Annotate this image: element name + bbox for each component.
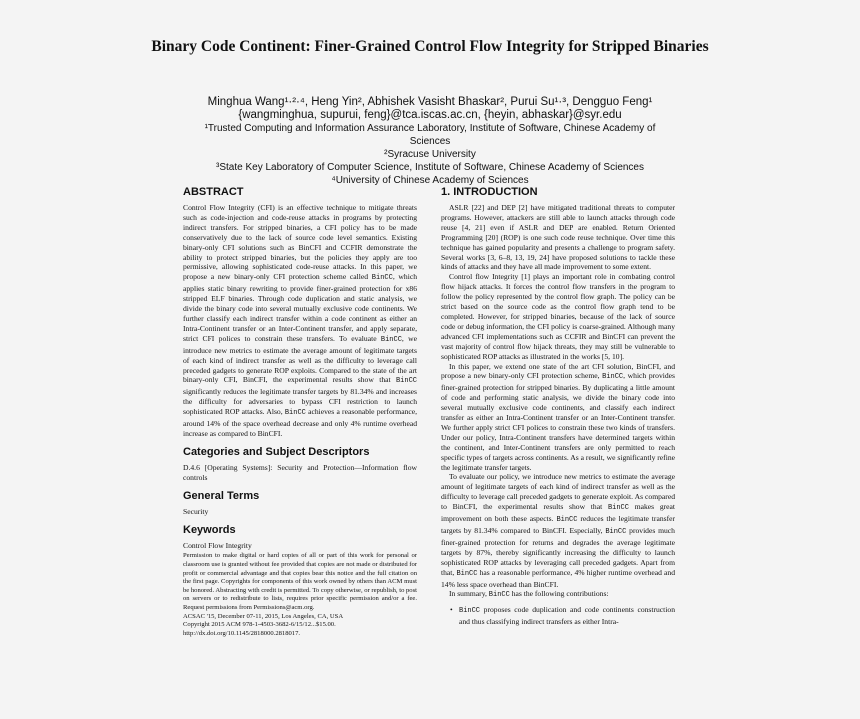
affiliation-2: ²Syracuse University (384, 149, 476, 160)
general-terms-heading: General Terms (183, 489, 260, 502)
keywords-heading: Keywords (183, 523, 236, 536)
intro-paragraph-5: In summary, BinCC has the following contributions: (449, 589, 609, 600)
general-terms-text: Security (183, 506, 209, 516)
permission-notice: Permission to make digital or hard copies of all or part of this work for personal or classroom use is granted without fee provided that copies are not made or distributed for profit or commercial advantage and that copies bear this notice and the full citation on the first page. Copyrights for components of this work owned by others than ACM must be honored. Abstracting with credit is permitted. To copy otherwise, or republish, to post on servers or to redistribute to lists, requires prior specific permission and/or a fee. Request permissions from Permissions@acm.org. (183, 552, 417, 612)
left-column (183, 186, 417, 638)
categories-heading: Categories and Subject Descriptors (183, 445, 370, 458)
author-block (120, 96, 740, 187)
author-names: Minghua Wang¹·²·⁴, Heng Yin², Abhishek Vasisht Bhaskar², Purui Su¹·³, Dengguo Feng¹ (207, 96, 653, 108)
author-emails: {wangminghua, supurui, feng}@tca.iscas.ac.cn, {heyin, abhaskar}@syr.edu (238, 109, 622, 121)
intro-paragraph-4: To evaluate our policy, we introduce new metrics to estimate the average amount of legitimate targets of each kind of indirect transfer as well as the difficulty to leverage call preceded gadgets to generate exploit. As compared to BinCFI, the experimental results show that BinCC makes great improvement on both these aspects. BinCC reduces the legitimate transfer targets by 81.34% compared to BinCFI. Especially, BinCC provides much finer-grained protection for returns and degrades the average legitimate targets by 87%, thereby significantly increasing the difficulty to launch sophisticated ROP attacks by leveraging call preceded gadgets. Apart from that, BinCC has a reasonable performance, 4% higher runtime overhead and 14% less space overhead than BinCFI. (441, 472, 676, 589)
abstract-text: Control Flow Integrity (CFI) is an effective technique to mitigate threats such as code-injection and code-reuse attacks in programs by protecting indirect transfers. For stripped binaries, a CFI policy has to be made conservatively due to the lack of source code level semantics. Existing binary-only CFI solutions such as BinCFI and CCFIR demonstrate the ability to protect stripped binaries, but the policies they apply are too permissive, allowing sophisticated code-reuse attacks. In this paper, we propose a new binary-only CFI protection scheme called BinCC, which applies static binary rewriting to provide finer-grained protection for x86 stripped ELF binaries. Through code duplication and static analysis, we divide the binary code into several mutually exclusive code continents. We further classify each indirect transfer within a code continent as either an Intra-Continent transfer or an Inter-Continent transfer, and apply separate, strict CFI polices to constrain these transfers. To evaluate BinCC, we introduce new metrics to estimate the average amount of legitimate targets of each kind of indirect transfer as well as the difficulty to leverage call preceded gadgets to generate ROP exploits. Compared to the state of the art binary-only CFI, BinCFI, the experimental results show that BinCC significantly reduces the legitimate transfer targets by 81.34% and increases the difficulty for adversaries to bypass CFI restriction to launch sophisticated ROP attacks. Also, BinCC achieves a reasonable performance, around 14% of the space overhead decrease and only 4% runtime overhead increase as compared to BinCFI. (183, 203, 418, 438)
affiliation-4: ⁴University of Chinese Academy of Sciences (331, 175, 529, 186)
contribution-list-item: • BinCC proposes code duplication and code continents construction and thus classifying indirect transfers as either Intra- (450, 605, 675, 627)
keywords-text: Control Flow Integrity (183, 540, 252, 550)
paper-title: Binary Code Continent: Finer-Grained Control Flow Integrity for Stripped Binaries (151, 38, 709, 55)
bullet-icon: • (450, 605, 453, 615)
abstract-heading: ABSTRACT (183, 186, 244, 198)
affiliation-3: ³State Key Laboratory of Computer Science, Institute of Software, Chinese Academy of Sciences (216, 162, 644, 173)
doi-link[interactable]: http://dx.doi.org/10.1145/2818000.2818017. (183, 629, 301, 637)
right-column (441, 186, 675, 627)
intro-paragraph-3: In this paper, we extend one state of the art CFI solution, BinCFI, and propose a new binary-only CFI protection scheme, BinCC, which provides finer-grained protection for stripped binaries. By duplicating a little amount of code and performing static analysis, we divide the binary code into several mutually exclusive code continents, and classify each indirect transfer as either an Intra-Continent transfer or an Inter-Continent transfer. We further apply strict CFI polices to constrain these two kinds of transfers. Under our policy, Intra-Continent transfers have determined targets within the continent, and Inter-Continent transfers are only permitted to reach specific types of targets across continents. As a result, we significantly refine the legitimate transfer targets. (441, 361, 675, 472)
categories-text: D.4.6 [Operating Systems]: Security and Protection—Information flow controls (183, 462, 417, 482)
affiliation-1-cont: Sciences (409, 136, 451, 147)
affiliation-1: ¹Trusted Computing and Information Assurance Laboratory, Institute of Software, Chinese Academy of (204, 123, 656, 134)
intro-paragraph-1: ASLR [22] and DEP [2] have mitigated traditional threats to computer programs. However, attackers are still able to launch attacks through code reuse [4, 21] even if ASLR and DEP are enabled. Return Oriented Programming [20] (ROP) is one such code reuse technique. Over time this technique has gained popularity and presents a challenge to program safety. Several works [3, 6–8, 13, 19, 24] have proposed solutions to tackle these kinds of attacks and they have all made improvement to some extent. (441, 203, 675, 272)
conference-info: ACSAC '15, December 07-11, 2015, Los Angeles, CA, USA (183, 612, 344, 620)
copyright-info: Copyright 2015 ACM 978-1-4503-3682-6/15/12...$15.00. (183, 621, 336, 629)
introduction-heading: 1. INTRODUCTION (441, 186, 538, 198)
intro-paragraph-2: Control flow Integrity [1] plays an important role in combating control flow hijack attacks. It forces the control flow transfers in the program to follow the policy represented by the control flow graph. The policy can be strict based on the source code as the control flow graph tend to be completed. However, for stripped binaries, because of the lack of source code or debug information, the CFI policy is coarse-grained. Although many advanced CFI implementations such as CCFIR and BinCFI can prevent the vast majority of control flow hijack threats, they may still be vulnerable to sophisticated ROP attacks as illustrated in the works [5, 10]. (441, 272, 675, 361)
